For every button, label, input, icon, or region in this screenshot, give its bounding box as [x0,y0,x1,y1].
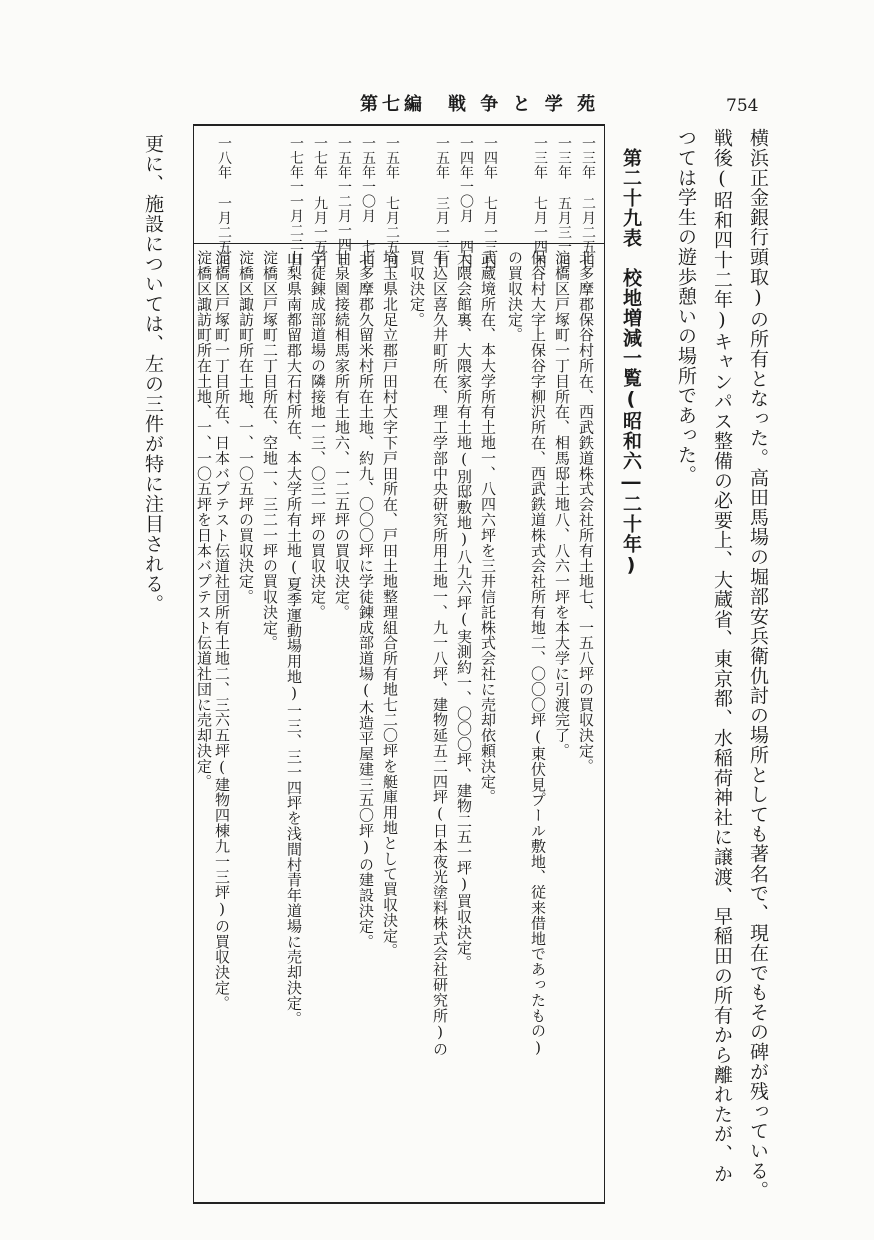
table-date-cell: 一三年 二月二五日 [580,136,596,269]
page-number: 754 [726,96,759,116]
table-date-cell: 一五年 三月一三日 [434,136,450,269]
table-desc-cell: 淀橋区諏訪町所在土地、一、一〇五坪の買収決定。 [237,250,255,605]
table-desc-cell: 大隈会館裏、大隈家所有土地(別邸敷地)八九六坪(実測約一、〇〇〇坪、建物二五一坪)買収決定。 [455,250,473,971]
table-date-cell: 一三年 五月三一日 [556,136,572,269]
table-date-cell: 一四年一〇月 四日 [458,136,474,269]
table-desc-cell: 甘泉園接続相馬家所有土地六、一二五坪の買収決定。 [333,250,351,620]
table-desc-cell: 北多摩郡久留米村所在土地、約九、〇〇〇坪に学徒錬成部道場(木造平屋建三五〇坪)の建設決定。 [357,250,375,949]
table-date-cell: 一七年一一月二二日 [288,136,304,267]
table-desc-cell: 淀橋区戸塚町一丁目所在、相馬邸土地八、八六一坪を本大学に引渡完了。 [553,250,571,759]
table-desc-cell: 北多摩郡保谷村所在、西武鉄道株式会社所有土地七、一五八坪の買収決定。 [577,250,595,774]
table-caption: 第二十九表 校地増減一覧(昭和六―二十年) [620,148,642,577]
table-date-cell: 一四年 七月一三日 [482,136,498,269]
table-desc-cell: の買収決定。 [506,250,524,343]
table-desc-cell: 学徒錬成部道場の隣接地一三、〇三一坪の買収決定。 [309,250,327,620]
body-text-column: つては学生の遊歩憩いの場所であった。 [675,128,697,485]
table-date-cell: 一五年一〇月 七日 [360,136,376,269]
table-desc-cell: 埼玉県北足立郡戸田村大字下戸田所在、戸田土地整理組合所有地七二〇坪を艇庫用地として買収決定。 [381,250,399,959]
table-date-cell: 一三年 七月一四日 [532,136,548,269]
table-desc-cell: 淀橋区戸塚町一丁目所在、日本バプテスト伝道社団所有土地二、三六五坪(建物四棟九一三坪)の買収決定。 [213,250,231,1011]
body-text-column: 横浜正金銀行頭取)の所有となった。高田馬場の堀部安兵衛仇討の場所としても著名で、現在でもその碑が残っている。 [747,128,769,1201]
table-desc-cell: 買収決定。 [408,250,426,327]
table-desc-cell: 牛込区喜久井町所在、理工学部中央研究所用土地一、九一八坪、建物延五二四坪(日本夜光塗料株式会社研究所)の [431,250,449,1057]
body-text-column: 戦後(昭和四十二年)キャンパス整備の必要上、大蔵省、東京都、水稲荷神社に譲渡、早稲田の所有から離れたが、か [711,128,733,1184]
table-date-cell: 一八年 一月二五日 [216,136,232,269]
table-desc-cell: 淀橋区諏訪町所在土地、一、一〇五坪を日本バプテスト伝道社団に売却決定。 [195,250,213,789]
running-header: 第七編 戦 争 と 学 苑 [360,94,600,115]
table-date-cell: 一五年一二月一四日 [336,136,352,267]
table-desc-cell: 山梨県南都留郡大石村所在、本大学所有土地(夏季運動場用地)一三、三一四坪を浅間村青年道場に売却決定。 [285,250,303,1026]
table-desc-cell: 保谷村大字上保谷字柳沢所在、西武鉄道株式会社所有地二、〇〇〇坪(東伏見プール敷地、従来借地であったもの) [529,250,547,1057]
table-date-cell: 一五年 七月二五日 [384,136,400,269]
table-desc-cell: 淀橋区戸塚町二丁目所在、空地一、三二一坪の買収決定。 [261,250,279,651]
closing-paragraph: 更に、施設については、左の三件が特に注目される。 [142,134,164,614]
table-date-cell: 一七年 九月一五日 [312,136,328,269]
table-desc-cell: 武蔵境所在、本大学所有土地一、八四六坪を三井信託株式会社に売却依頼決定。 [479,250,497,805]
